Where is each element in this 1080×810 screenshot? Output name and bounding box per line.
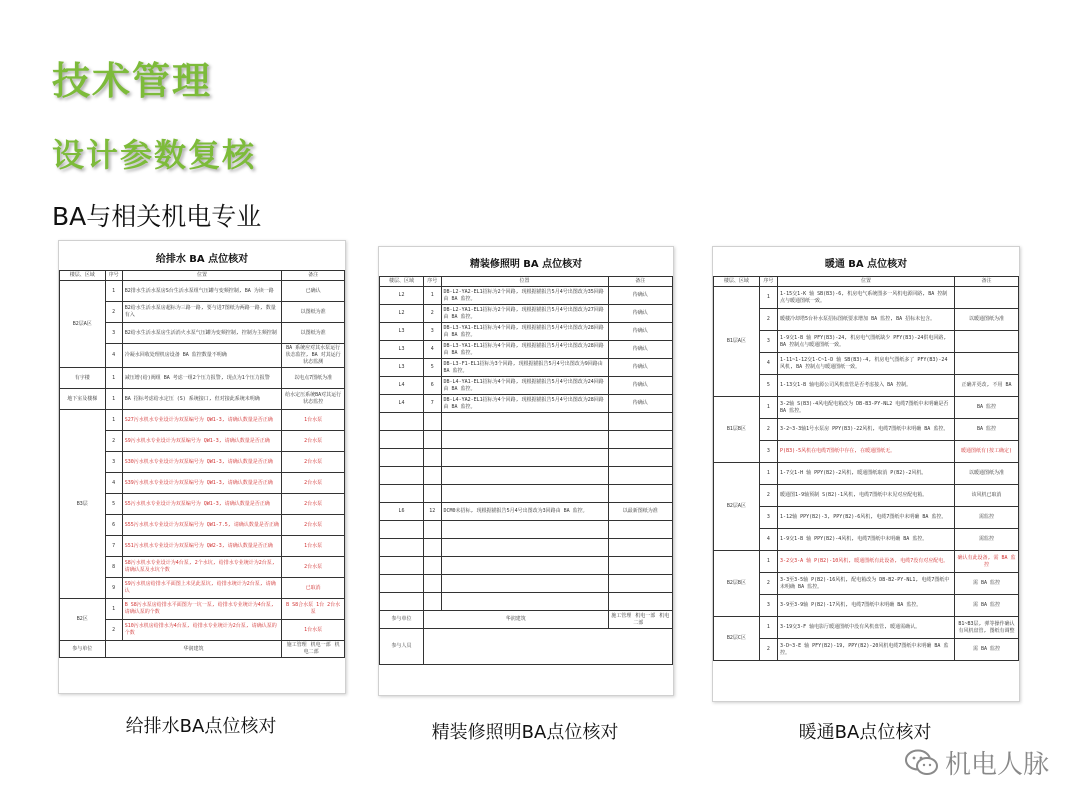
area-cell: [380, 485, 424, 503]
footer-row: [380, 629, 673, 665]
footer-cell: 华润建筑: [105, 641, 282, 658]
number-cell: 4: [759, 353, 777, 375]
table-row: [380, 557, 673, 575]
number-cell: 4: [105, 473, 122, 494]
note-cell: 2台水泵: [282, 494, 345, 515]
number-cell: 2: [759, 573, 777, 595]
note-cell: [608, 431, 672, 449]
area-cell: B1层B区: [714, 397, 760, 463]
footer-label: 机电一部: [310, 642, 331, 648]
table-row: [380, 413, 673, 431]
area-cell: L3: [380, 323, 424, 341]
number-cell: 7: [423, 395, 441, 413]
note-cell: [608, 449, 672, 467]
position-cell: S9污水机水专业设计为双泵编号为 QW1-3, 请确认数量是否正确: [122, 431, 282, 452]
position-cell: 1-11~1-12交1-C~1-D 轴 SB(B3)-4, 机房电气图纸多了 PFY(B3)-24风机, BA 控制点与暖通图纸一致。: [778, 353, 955, 375]
footer-cell: 华润建筑: [423, 611, 608, 629]
lighting-caption: 精装修照明BA点位核对: [431, 722, 619, 743]
number-cell: 5: [759, 375, 777, 397]
note-cell: 待确认: [608, 341, 672, 359]
table-row: [714, 595, 1019, 617]
table-row: [380, 341, 673, 359]
area-cell: [380, 539, 424, 557]
table-row: [380, 359, 673, 377]
column-header: 楼层、区域: [60, 271, 106, 281]
doc-title: 暖通 BA 点位核对: [824, 259, 908, 270]
table-row: [714, 309, 1019, 331]
position-cell: S27污水机水专业设计为双泵编号为 QW1-3, 请确认数量是否正确: [122, 410, 282, 431]
table-row: [714, 485, 1019, 507]
position-cell: [441, 467, 608, 485]
number-cell: 5: [105, 494, 122, 515]
number-cell: 1: [423, 287, 441, 305]
footer-label: 机电二部: [303, 642, 340, 655]
number-cell: 2: [105, 620, 122, 641]
water-supply-drainage-sheet: [58, 240, 346, 694]
column-header: 备注: [608, 277, 672, 287]
number-cell: 2: [759, 485, 777, 507]
section-heading: BA与相关机电专业: [52, 202, 262, 231]
area-cell: L6: [380, 503, 424, 521]
note-cell: 2台水泵: [282, 452, 345, 473]
position-cell: 3-3至3-5轴 P(B2)-16风机, 配电箱改为 DB-B2-PY-NL1, 电缆7图纸中未明确 BA 监控。: [778, 573, 955, 595]
note-cell: [608, 413, 672, 431]
footer-cell: 参与单位: [380, 611, 424, 629]
position-cell: [441, 539, 608, 557]
number-cell: 7: [105, 536, 122, 557]
footer-row: [60, 641, 345, 658]
number-cell: 1: [759, 287, 777, 309]
number-cell: 3: [759, 331, 777, 353]
table-row: [380, 575, 673, 593]
table-row: [380, 395, 673, 413]
number-cell: 6: [423, 377, 441, 395]
number-cell: 2: [759, 309, 777, 331]
note-cell: BA 系统应对其水泵运行状态监控, BA 对其运行状态监测: [282, 344, 345, 368]
column-header: 楼层、区域: [714, 277, 760, 287]
area-cell: B2层A区: [714, 463, 760, 551]
area-cell: [380, 431, 424, 449]
area-cell: L2: [380, 287, 424, 305]
table-row: [380, 449, 673, 467]
area-cell: B2层C区: [714, 617, 760, 661]
area-cell: B2区: [60, 599, 106, 641]
position-cell: B2给水生活水泵房生活消火水泵气压罐为变频控制, 控制为主频控制: [122, 323, 282, 344]
hvac-caption: 暖通BA点位核对: [798, 722, 932, 743]
number-cell: 1: [105, 599, 122, 620]
position-cell: DCM0未招标, 现根据描报告5月4号出图改为3回路由 BA 监控。: [441, 503, 608, 521]
table-row: [380, 323, 673, 341]
note-cell: [608, 485, 672, 503]
number-cell: 12: [423, 503, 441, 521]
column-header: 序号: [105, 271, 122, 281]
area-cell: [380, 593, 424, 611]
table-row: [714, 507, 1019, 529]
number-cell: 2: [105, 302, 122, 323]
position-cell: DB-L4-YA1-EL1招标为4个回路, 现根据描报告5月4号出图改为24回路由 BA 监控。: [441, 377, 608, 395]
note-cell: 待确认: [608, 323, 672, 341]
note-cell: [608, 467, 672, 485]
note-cell: 待确认: [608, 287, 672, 305]
water-caption: 给排水BA点位核对: [125, 716, 277, 737]
position-cell: [441, 431, 608, 449]
number-cell: 3: [423, 323, 441, 341]
area-cell: 有字楼: [60, 368, 106, 389]
table-row: [60, 389, 345, 410]
position-cell: 1-7交1-H 轴 PPY(B2)-2风机, 暖通图纸取消 P(B2)-2风机。: [778, 463, 955, 485]
water-table: [59, 270, 345, 658]
note-cell: [954, 287, 1018, 309]
area-cell: L3: [380, 341, 424, 359]
position-cell: DB-L2-YA1-EL1招标为2个回路, 现根据描报告5月4号出图改为27回路由 BA 监控。: [441, 305, 608, 323]
note-cell: 需 BA 监控: [954, 639, 1018, 661]
note-cell: BA 监控: [954, 397, 1018, 419]
position-cell: S5污水机水专业设计为双泵编号为 QW1-3, 请确认数量是否正确: [122, 494, 282, 515]
note-cell: 暖通图纸有(按工确定): [954, 441, 1018, 463]
position-cell: 3-19交3-F 轴电影厅暖通图纸中没有风机盘管, 暖通需确认。: [778, 617, 955, 639]
number-cell: 3: [759, 595, 777, 617]
note-cell: 2台水泵: [282, 431, 345, 452]
number-cell: 4: [423, 341, 441, 359]
footer-label: 施工管理: [611, 612, 632, 619]
table-row: [714, 397, 1019, 419]
footer-cell: 参与单位: [60, 641, 106, 658]
number-cell: 2: [759, 419, 777, 441]
note-cell: 待确认: [608, 359, 672, 377]
note-cell: 需监控: [954, 507, 1018, 529]
table-row: [714, 375, 1019, 397]
position-cell: S55污水机水专业设计为双泵编号为 QW1-7.5, 请确认数量是否正确: [122, 515, 282, 536]
position-cell: B2给水生活水泵房超标为三路一路, 要与进7图纸为两路一路, 数量有入: [122, 302, 282, 323]
position-cell: B2排水生活水泵房S台生活水泵组气压罐与变频控制, BA 为读一路: [122, 281, 282, 302]
note-cell: B S8合水泵 1台 2台水泵: [282, 599, 345, 620]
note-cell: [608, 539, 672, 557]
number-cell: 5: [423, 359, 441, 377]
position-cell: 3-D~3-E 轴 PFY(B2)-19, PPY(B2)-20风机电缆7图纸中未明确 BA 监控。: [778, 639, 955, 661]
note-cell: 给水定压系统BA对其运行状态监控: [282, 389, 345, 410]
note-cell: B1~B3层, 弹等操作确认有风机盘管, 图纸有调整: [954, 617, 1018, 639]
position-cell: BA 招标考虑给水定压 (S) 系统接口, 但对接此系统未明确: [122, 389, 282, 410]
number-cell: 2: [759, 639, 777, 661]
table-row: [714, 331, 1019, 353]
table-row: [714, 441, 1019, 463]
page-subtitle: 设计参数复核: [52, 136, 257, 174]
table-row: [714, 353, 1019, 375]
note-cell: 2台水泵: [282, 473, 345, 494]
footer-cell: [282, 641, 345, 658]
table-row: [380, 539, 673, 557]
number-cell: 6: [105, 515, 122, 536]
position-cell: 1-13交1-B 轴电源公司风机盘管是否考虑接入 BA 控制。: [778, 375, 955, 397]
area-cell: L3: [380, 359, 424, 377]
note-cell: 以暖通图纸为准: [954, 463, 1018, 485]
table-row: [380, 503, 673, 521]
number-cell: 3: [105, 452, 122, 473]
note-cell: 1台水泵: [282, 410, 345, 431]
position-cell: [441, 593, 608, 611]
number-cell: 1: [105, 281, 122, 302]
note-cell: 以暖通图纸为准: [954, 309, 1018, 331]
number-cell: [423, 413, 441, 431]
position-cell: DB-L4-YA2-EL1招标为4个回路, 现根据描报告5月4号出图改为28回路由 BA 监控。: [441, 395, 608, 413]
number-cell: [423, 485, 441, 503]
number-cell: 1: [105, 368, 122, 389]
note-cell: 待确认: [608, 305, 672, 323]
area-cell: 地下室及楼梯: [60, 389, 106, 410]
area-cell: B1层A区: [714, 287, 760, 397]
number-cell: 1: [105, 389, 122, 410]
table-row: [714, 529, 1019, 551]
note-cell: 待确认: [608, 395, 672, 413]
watermark-text: 机电人脉: [945, 750, 1050, 780]
table-row: [380, 431, 673, 449]
position-cell: [441, 413, 608, 431]
watermark: [905, 744, 1049, 781]
footer-cell: [608, 611, 672, 629]
table-row: [60, 368, 345, 389]
column-header: 序号: [759, 277, 777, 287]
position-cell: S9污水机房给排水平面图上未见此泵坑, 给排水统计为2台泵, 请确认: [122, 578, 282, 599]
wechat-icon: [905, 749, 939, 777]
number-cell: [423, 521, 441, 539]
note-cell: [608, 521, 672, 539]
note-cell: 以图纸为准: [282, 302, 345, 323]
note-cell: 2台水泵: [282, 557, 345, 578]
note-cell: 需监控: [954, 529, 1018, 551]
hvac-sheet: [712, 246, 1020, 702]
position-cell: 减压增(给)阀组 BA 考虑一组2个压力报警, 现点为1个压力报警: [122, 368, 282, 389]
note-cell: [608, 557, 672, 575]
column-header: 位置: [441, 277, 608, 287]
number-cell: 3: [105, 323, 122, 344]
footer-label: 机电一部: [635, 612, 656, 619]
page-title: 技术管理: [52, 59, 213, 103]
area-cell: [380, 467, 424, 485]
position-cell: 3-2交3-A 轴 P(B2)-10风机, 暖通图纸有此设备, 电缆7没有对应配电。: [778, 551, 955, 573]
note-cell: 需 BA 监控: [954, 573, 1018, 595]
position-cell: DB-L3-YA1-EL1招标为4个回路, 现根据描报告5月4号出图改为28回路由 BA 监控。: [441, 323, 608, 341]
doc-title: 精装修照明 BA 点位核对: [469, 259, 583, 270]
number-cell: 4: [105, 344, 122, 368]
position-cell: 3-2~3-3轴1号水泵房 PPY(B3)-22风机, 电缆7图纸中未明确 BA 监控。: [778, 419, 955, 441]
note-cell: [608, 593, 672, 611]
table-row: [714, 463, 1019, 485]
table-row: [380, 521, 673, 539]
hvac-table: [713, 276, 1019, 661]
column-header: 楼层、区域: [380, 277, 424, 287]
position-cell: [441, 485, 608, 503]
area-cell: [380, 575, 424, 593]
footer-blank-cell: [423, 629, 672, 665]
number-cell: 1: [105, 410, 122, 431]
number-cell: [423, 449, 441, 467]
table-row: [714, 287, 1019, 309]
note-cell: 待确认: [608, 377, 672, 395]
note-cell: 已取消: [282, 578, 345, 599]
number-cell: [423, 467, 441, 485]
area-cell: [380, 413, 424, 431]
lighting-sheet: [378, 246, 674, 696]
number-cell: [423, 593, 441, 611]
position-cell: [441, 557, 608, 575]
note-cell: 2台水泵: [282, 515, 345, 536]
number-cell: 1: [759, 551, 777, 573]
position-cell: B S8污水泵房给排水平面图为一坑一泵, 给排水专业统计为4台泵, 请确认泵的个数: [122, 599, 282, 620]
table-row: [380, 485, 673, 503]
note-cell: 需 BA 监控: [954, 595, 1018, 617]
position-cell: S39污水机水专业设计为双泵编号为 QW1-3, 请确认数量是否正确: [122, 473, 282, 494]
number-cell: [423, 557, 441, 575]
position-cell: 1-15交1-K 轴 SB(B3)-6, 机房电气系统图多一风机电源回路, BA 控制点与暖通图纸一致。: [778, 287, 955, 309]
position-cell: 1-9交1-B 轴 PPY(B2)-4风机, 电缆7图纸中未明确 BA 监控。: [778, 529, 955, 551]
number-cell: 2: [423, 305, 441, 323]
position-cell: 冷凝水回收处理机房设备 BA 监控数量不明确: [122, 344, 282, 368]
position-cell: 3-2轴 S(B3)-4风电配电箱改为 DB-B3-PY-NL2 电缆7图纸中未明确是否 BA 监控。: [778, 397, 955, 419]
note-cell: 该风机已取消: [954, 485, 1018, 507]
table-row: [714, 617, 1019, 639]
note-cell: [954, 353, 1018, 375]
position-cell: [441, 575, 608, 593]
footer-label: 机电二部: [633, 612, 670, 626]
number-cell: 9: [105, 578, 122, 599]
column-header: 备注: [282, 271, 345, 281]
lighting-table: [379, 276, 673, 665]
note-cell: 以电点7图纸为准: [282, 368, 345, 389]
area-cell: B2层B区: [714, 551, 760, 617]
table-row: [380, 467, 673, 485]
position-cell: 暖通图1-9轴预制 S(B2)-1风机, 电缆7图纸中未见对应配电箱。: [778, 485, 955, 507]
position-cell: S10污水机房给排水为4台泵, 给排水专业统计为2台泵, 请确认泵的个数: [122, 620, 282, 641]
column-header: 位置: [778, 277, 955, 287]
note-cell: 已确认: [282, 281, 345, 302]
number-cell: 3: [759, 441, 777, 463]
number-cell: 1: [759, 463, 777, 485]
area-cell: [380, 521, 424, 539]
note-cell: 确认有此设备, 需 BA 监控: [954, 551, 1018, 573]
area-cell: L4: [380, 377, 424, 395]
note-cell: 以图纸为准: [282, 323, 345, 344]
note-cell: [608, 575, 672, 593]
area-cell: [380, 449, 424, 467]
position-cell: S8污水机水专业设计为4台泵, 2个水坑, 给排水专业统计为2台泵, 请确认泵及水坑个数: [122, 557, 282, 578]
table-row: [60, 410, 345, 431]
number-cell: 3: [759, 507, 777, 529]
header-row: [380, 277, 673, 287]
number-cell: [423, 539, 441, 557]
number-cell: 2: [105, 431, 122, 452]
header-row: [714, 277, 1019, 287]
position-cell: 1-12轴 PPY(B2)-3, PPY(B2)-6风机, 电缆7图纸中未明确 BA 监控。: [778, 507, 955, 529]
position-cell: S30污水机水专业设计为双泵编号为 QW1-3, 请确认数量是否正确: [122, 452, 282, 473]
footer-row: [380, 611, 673, 629]
table-row: [714, 639, 1019, 661]
table-row: [380, 287, 673, 305]
position-cell: [441, 521, 608, 539]
number-cell: 1: [759, 617, 777, 639]
table-row: [714, 551, 1019, 573]
position-cell: 3-9至3-9轴 P(B2)-17风机, 电缆7图纸中未明确 BA 监控。: [778, 595, 955, 617]
column-header: 序号: [423, 277, 441, 287]
table-row: [380, 377, 673, 395]
position-cell: DB-L2-YA2-EL1招标为2个回路, 现根据描报告5月4号出图改为35回路由 BA 监控。: [441, 287, 608, 305]
position-cell: DB-L3-YA1-EL1招标为4个回路, 现根据描报告5月4号出图改为28回路由 BA 监控。: [441, 341, 608, 359]
note-cell: 1台水泵: [282, 536, 345, 557]
footer-cell: 参与人员: [380, 629, 424, 665]
area-cell: [380, 557, 424, 575]
header-row: [60, 271, 345, 281]
number-cell: 8: [105, 557, 122, 578]
table-row: [714, 419, 1019, 441]
table-row: [60, 281, 345, 302]
note-cell: 正确并更改, 不用 BA: [954, 375, 1018, 397]
table-row: [714, 573, 1019, 595]
position-cell: DB-L3-F1-EL1招标为3个回路, 现根据描报告5月4号出图改为9回路由 BA 监控。: [441, 359, 608, 377]
footer-label: 施工管理: [286, 642, 307, 648]
note-cell: BA 监控: [954, 419, 1018, 441]
table-row: [60, 599, 345, 620]
position-cell: P(B3)-5风机在电缆7图纸中存在, 在暖通图纸无。: [778, 441, 955, 463]
position-cell: 1-9交1-B 轴 PFY(B3)-24, 机房电气图纸缺少 PFY(B3)-24供电回路, BA 控制点与暖通图纸一致。: [778, 331, 955, 353]
number-cell: [423, 431, 441, 449]
position-cell: S51污水机水专业设计为双泵编号为 QW2-3, 请确认数量是否正确: [122, 536, 282, 557]
note-cell: 以最新图纸为准: [608, 503, 672, 521]
number-cell: 1: [759, 397, 777, 419]
column-header: 位置: [122, 271, 282, 281]
position-cell: 暖楼冷却塔5台补水泵招标图纸要求增加 BA 监控, BA 招标未包含。: [778, 309, 955, 331]
area-cell: L4: [380, 395, 424, 413]
doc-title: 给排水 BA 点位核对: [155, 254, 249, 265]
number-cell: [423, 575, 441, 593]
table-row: [380, 593, 673, 611]
table-row: [380, 305, 673, 323]
column-header: 备注: [954, 277, 1018, 287]
position-cell: [441, 449, 608, 467]
area-cell: B3层: [60, 410, 106, 599]
note-cell: 1台水泵: [282, 620, 345, 641]
area-cell: B2层A区: [60, 281, 106, 368]
note-cell: [954, 331, 1018, 353]
number-cell: 4: [759, 529, 777, 551]
area-cell: L2: [380, 305, 424, 323]
